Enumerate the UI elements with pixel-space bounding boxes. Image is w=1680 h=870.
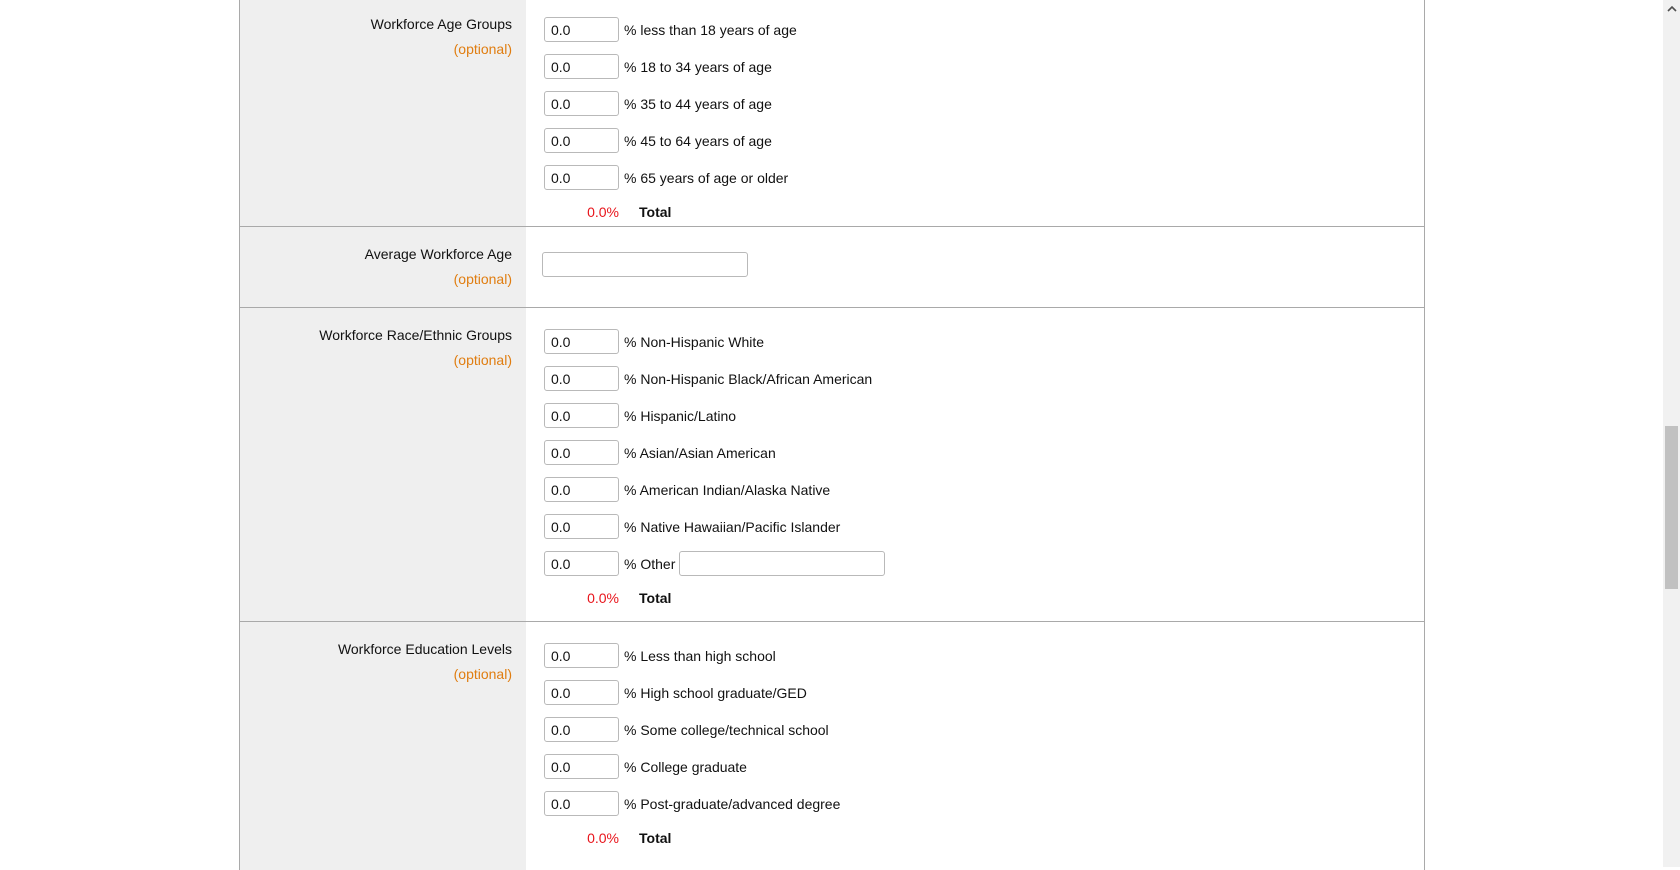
section-education-levels bbox=[240, 622, 1424, 870]
field-row bbox=[544, 637, 1424, 674]
field-unit-label: % Non-Hispanic White bbox=[624, 333, 765, 350]
percent-input-under-18[interactable] bbox=[544, 17, 619, 42]
field-row bbox=[544, 785, 1424, 822]
vertical-scrollbar[interactable] bbox=[1663, 0, 1680, 867]
percent-input-some-college[interactable] bbox=[544, 717, 619, 742]
section-label: Workforce Education Levels bbox=[337, 641, 512, 657]
field-unit-label: % less than 18 years of age bbox=[624, 21, 797, 38]
field-row bbox=[544, 748, 1424, 785]
field-unit-label: % Native Hawaiian/Pacific Islander bbox=[624, 518, 841, 535]
optional-label: (optional) bbox=[453, 666, 512, 682]
percent-input-college-graduate[interactable] bbox=[544, 754, 619, 779]
section-label: Workforce Age Groups bbox=[370, 16, 512, 32]
field-row bbox=[544, 674, 1424, 711]
section-fields bbox=[526, 622, 1424, 870]
field-unit-label: % Hispanic/Latino bbox=[624, 407, 737, 424]
section-label-column bbox=[240, 622, 526, 870]
field-unit-label: % 45 to 64 years of age bbox=[624, 132, 772, 149]
percent-input-asian[interactable] bbox=[544, 440, 619, 465]
total-row bbox=[544, 196, 1424, 228]
optional-label: (optional) bbox=[453, 271, 512, 287]
field-unit-label: % 65 years of age or older bbox=[624, 169, 789, 186]
chevron-up-icon[interactable] bbox=[1663, 0, 1680, 17]
percent-input-less-than-high-school[interactable] bbox=[544, 643, 619, 668]
field-unit-label: % Some college/technical school bbox=[624, 721, 829, 738]
field-row bbox=[544, 85, 1424, 122]
percent-input-pacific-islander[interactable] bbox=[544, 514, 619, 539]
workforce-form bbox=[239, 0, 1425, 870]
field-row bbox=[544, 323, 1424, 360]
section-label: Workforce Race/Ethnic Groups bbox=[319, 327, 512, 343]
field-unit-label: % Less than high school bbox=[624, 647, 776, 664]
total-value: 0.0% bbox=[587, 590, 619, 606]
percent-input-hispanic[interactable] bbox=[544, 403, 619, 428]
section-label-column bbox=[240, 0, 526, 226]
field-row bbox=[544, 48, 1424, 85]
section-average-age bbox=[240, 227, 1424, 308]
optional-label: (optional) bbox=[453, 41, 512, 57]
section-fields bbox=[526, 308, 1424, 621]
total-row bbox=[544, 582, 1424, 614]
total-value: 0.0% bbox=[587, 830, 619, 846]
field-unit-label: % Asian/Asian American bbox=[624, 444, 776, 461]
total-value: 0.0% bbox=[587, 204, 619, 220]
section-age-groups bbox=[240, 0, 1424, 227]
percent-input-other[interactable] bbox=[544, 551, 619, 576]
percent-input-american-indian[interactable] bbox=[544, 477, 619, 502]
average-age-input[interactable] bbox=[542, 252, 748, 277]
section-fields bbox=[526, 0, 1424, 226]
field-unit-label: % Post-graduate/advanced degree bbox=[624, 795, 841, 812]
field-row bbox=[544, 11, 1424, 48]
other-description-input[interactable] bbox=[679, 551, 885, 576]
field-row bbox=[544, 360, 1424, 397]
section-label: Average Workforce Age bbox=[364, 246, 512, 262]
total-label: Total bbox=[639, 590, 672, 606]
total-label: Total bbox=[639, 830, 672, 846]
optional-label: (optional) bbox=[453, 352, 512, 368]
field-unit-label: % 18 to 34 years of age bbox=[624, 58, 772, 75]
section-label-column bbox=[240, 227, 526, 307]
total-label: Total bbox=[639, 204, 672, 220]
field-unit-label: % Non-Hispanic Black/African American bbox=[624, 370, 873, 387]
field-row bbox=[544, 471, 1424, 508]
field-row bbox=[544, 397, 1424, 434]
field-unit-label: % 35 to 44 years of age bbox=[624, 95, 772, 112]
percent-input-45-64[interactable] bbox=[544, 128, 619, 153]
percent-input-18-34[interactable] bbox=[544, 54, 619, 79]
section-label-column bbox=[240, 308, 526, 621]
percent-input-black[interactable] bbox=[544, 366, 619, 391]
field-unit-label: % High school graduate/GED bbox=[624, 684, 807, 701]
field-row bbox=[544, 711, 1424, 748]
percent-input-white[interactable] bbox=[544, 329, 619, 354]
percent-input-65-plus[interactable] bbox=[544, 165, 619, 190]
field-row bbox=[544, 159, 1424, 196]
field-row bbox=[544, 508, 1424, 545]
scrollbar-thumb[interactable] bbox=[1665, 426, 1678, 589]
section-race-ethnic-groups bbox=[240, 308, 1424, 622]
field-unit-label: % American Indian/Alaska Native bbox=[624, 481, 831, 498]
field-unit-label: % Other bbox=[624, 555, 676, 572]
field-row bbox=[544, 545, 1424, 582]
total-row bbox=[544, 822, 1424, 854]
percent-input-post-graduate[interactable] bbox=[544, 791, 619, 816]
section-fields bbox=[526, 227, 1424, 307]
percent-input-35-44[interactable] bbox=[544, 91, 619, 116]
field-row bbox=[544, 122, 1424, 159]
field-unit-label: % College graduate bbox=[624, 758, 747, 775]
field-row bbox=[544, 434, 1424, 471]
percent-input-high-school[interactable] bbox=[544, 680, 619, 705]
